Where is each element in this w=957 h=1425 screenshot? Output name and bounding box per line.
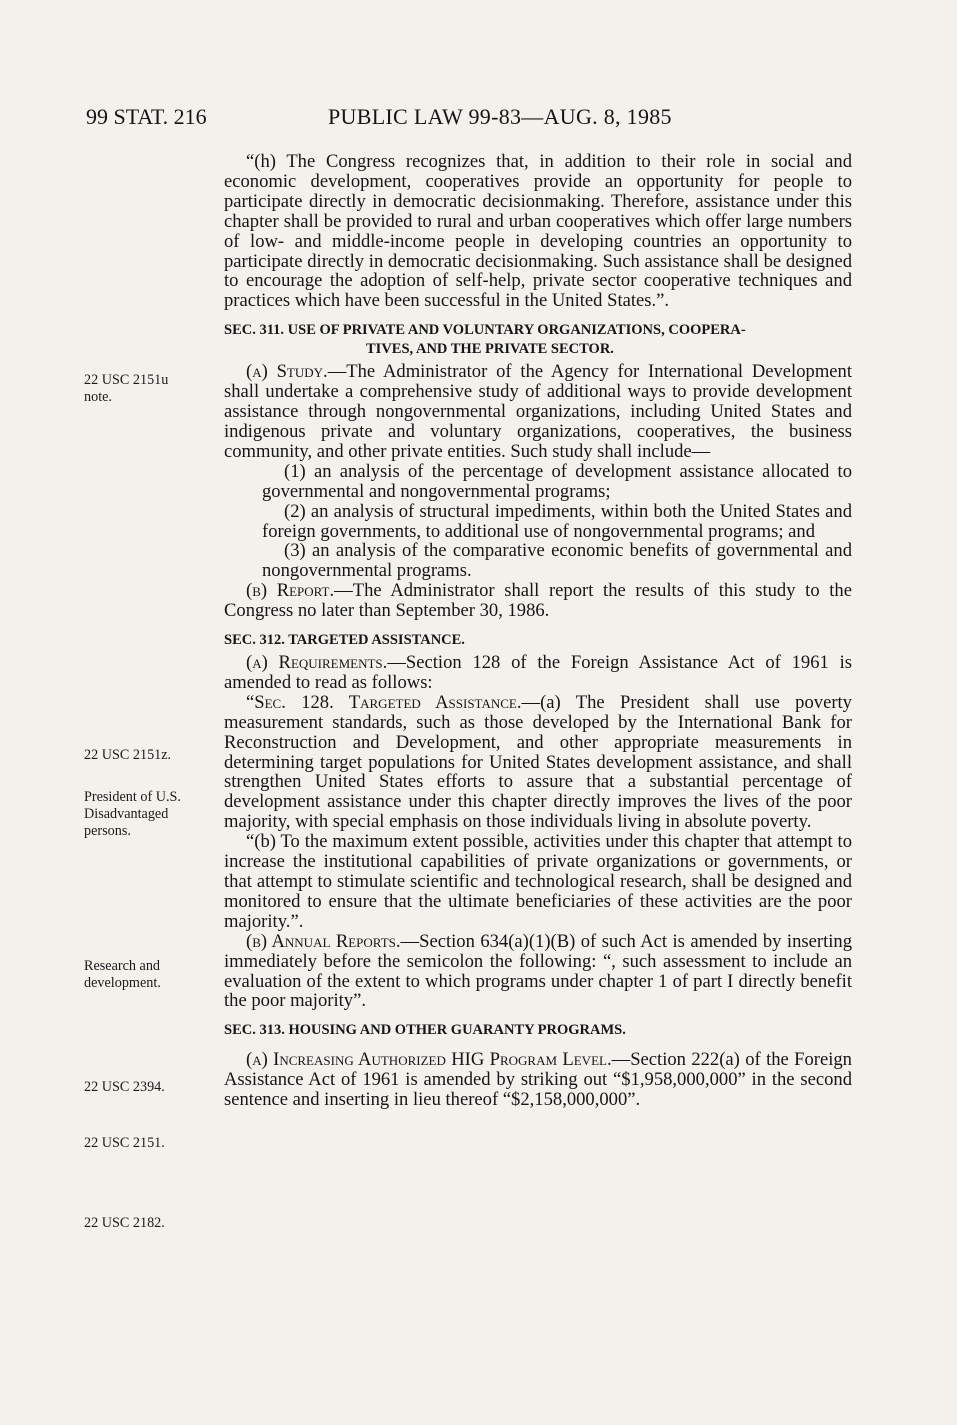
paragraph-annual-reports: (b) Annual Reports.—Section 634(a)(1)(B) of such Act is amended by inserting immediately before the semicolon the following: “, such assessment to include an evaluation of the extent to which programs under chapter 1 of part I directly benefit the poor majority”. bbox=[224, 930, 852, 1012]
list-item: (3) an analysis of the comparative economic benefits of governmental and nongovernmental programs. bbox=[262, 540, 852, 582]
page-running-title: PUBLIC LAW 99-83—AUG. 8, 1985 bbox=[328, 104, 672, 129]
section-313-heading: SEC. 313. HOUSING AND OTHER GUARANTY PROGRAMS. bbox=[224, 1022, 626, 1039]
margin-note-2151z: 22 USC 2151z. bbox=[84, 747, 172, 763]
paragraph-study: (a) Study.—The Administrator of the Agency for International Development shall undertake a comprehensive study of additional ways to provide development assistance through nongovernmental organizations, including United States and indigenous private and voluntary organizations, cooperatives, the business community, and other private entities. Such study shall include— bbox=[224, 361, 852, 462]
list-item: (2) an analysis of structural impediments, within both the United States and foreign governments, to additional use of nongovernmental programs; and bbox=[262, 500, 852, 542]
margin-note-president: President of U.S. Disadvantaged persons. bbox=[84, 789, 181, 839]
section-312-heading: SEC. 312. TARGETED ASSISTANCE. bbox=[224, 632, 465, 649]
list-item: (1) an analysis of the percentage of development assistance allocated to governmental and nongovernmental programs; bbox=[262, 460, 852, 502]
paragraph-sec-128: “Sec. 128. Targeted Assistance.—(a) The President shall use poverty measurement standards, such as those developed by the International Bank for Reconstruction and Development, and other appropriate measurements in determining target populations for United States development assistance, and shall strengthen United States efforts to assure that a substantial percentage of development assistance under this chapter directly improves the lives of the poor majority, with special emphasis on those individuals living in absolute poverty. bbox=[224, 691, 852, 833]
paragraph-b: “(b) To the maximum extent possible, activities under this chapter that attempt to increase the institutional capabilities of private organizations or governments, or that attempt to stimulate scientific and technological research, shall be designed and monitored to ensure that the ultimate beneficiaries of these activities are the poor majority.”. bbox=[224, 831, 852, 932]
paragraph-requirements: (a) Requirements.—Section 128 of the Foreign Assistance Act of 1961 is amended to read as follows: bbox=[224, 652, 852, 693]
margin-note-2151u: 22 USC 2151u note. bbox=[84, 372, 169, 405]
margin-note-2151: 22 USC 2151. bbox=[84, 1135, 165, 1151]
paragraph-report: (b) Report.—The Administrator shall report the results of this study to the Congress no later than September 30, 1986. bbox=[224, 580, 852, 622]
paragraph-h: “(h) The Congress recognizes that, in addition to their role in social and economic development, cooperatives provide an opportunity for people to participate directly in democratic decisionmaking. Therefore, assistance under this chapter shall be provided to rural and urban cooperatives which offer large numbers of low- and middle-income people in developing countries an opportunity to participate directly in democratic decisionmaking. Such assistance shall be designed to encourage the adoption of self-help, private sector cooperative techniques and practices which have been successful in the United States.”. bbox=[224, 151, 852, 312]
margin-note-2394: 22 USC 2394. bbox=[84, 1079, 165, 1095]
margin-note-2182: 22 USC 2182. bbox=[84, 1215, 165, 1231]
statute-body bbox=[224, 152, 852, 1110]
margin-note-research: Research and development. bbox=[84, 958, 161, 991]
page-stat-number: 99 STAT. 216 bbox=[86, 104, 207, 129]
section-311-heading: SEC. 311. USE OF PRIVATE AND VOLUNTARY ORGANIZATIONS, COOPERA- TIVES, AND THE PRIVATE SECTOR. bbox=[224, 322, 746, 358]
paragraph-hig: (a) Increasing Authorized HIG Program Level.—Section 222(a) of the Foreign Assistance Act of 1961 is amended by striking out “$1,958,000,000” in the second sentence and inserting in lieu thereof “$2,158,000,000”. bbox=[224, 1049, 852, 1111]
